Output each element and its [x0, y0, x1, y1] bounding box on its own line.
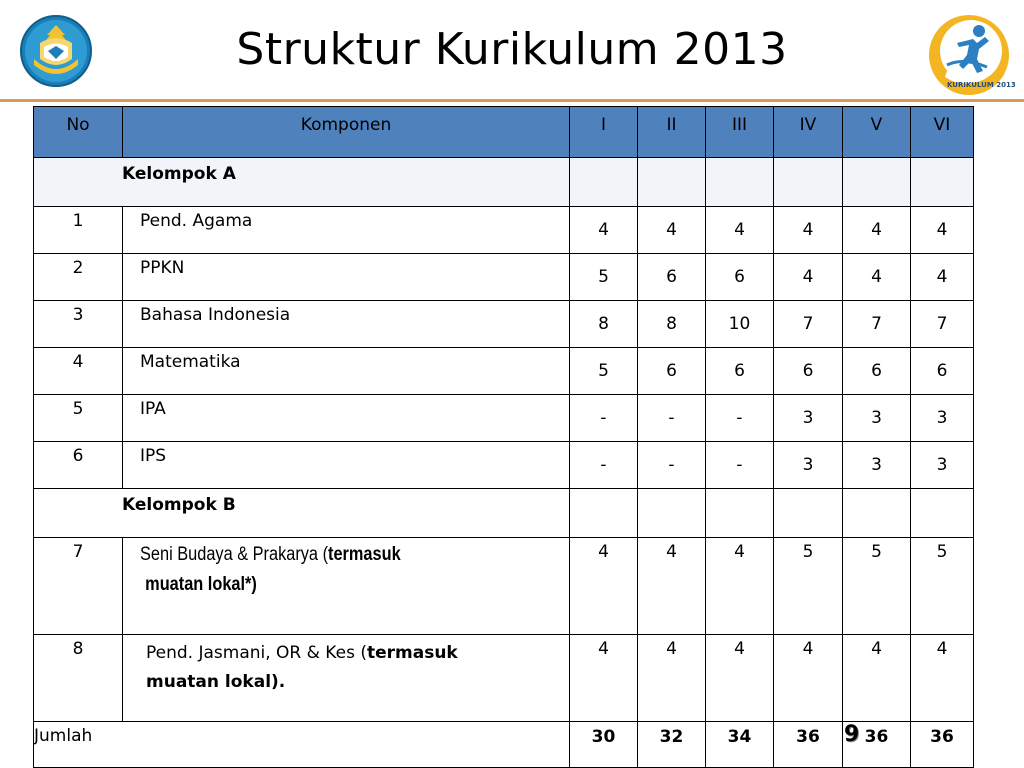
row-value: -: [706, 442, 774, 489]
curriculum-table: [33, 106, 974, 768]
row-value: 4: [706, 207, 774, 254]
row-value: 4: [774, 254, 843, 301]
row-name: IPA: [123, 395, 570, 442]
row-name: PPKN: [123, 254, 570, 301]
row-no: 6: [34, 442, 123, 489]
row-value: 7: [911, 301, 974, 348]
row-value: 6: [911, 348, 974, 395]
row-value: 5: [911, 538, 974, 635]
row-name-bold: termasuk: [328, 544, 401, 565]
header-grade: IV: [774, 107, 843, 158]
row-value: 5: [843, 538, 911, 635]
row-value: 3: [843, 442, 911, 489]
header-grade: I: [570, 107, 638, 158]
group-label: Kelompok A: [34, 158, 570, 207]
table-row: [34, 635, 974, 722]
row-no: 8: [34, 635, 123, 722]
row-no: 4: [34, 348, 123, 395]
group-row-b: [34, 489, 974, 538]
row-no: 5: [34, 395, 123, 442]
total-value: 36: [911, 722, 974, 768]
row-value: 3: [843, 395, 911, 442]
row-name-plain: Pend. Jasmani, OR & Kes (: [146, 643, 367, 663]
row-value: 4: [843, 254, 911, 301]
row-value: 7: [774, 301, 843, 348]
total-value: 34: [706, 722, 774, 768]
total-value: 36: [774, 722, 843, 768]
header-grade: II: [638, 107, 706, 158]
table-row: [34, 348, 974, 395]
row-value: -: [638, 395, 706, 442]
page-number: 9: [844, 722, 860, 747]
row-no: 3: [34, 301, 123, 348]
table-header-row: [34, 107, 974, 158]
table-row: [34, 395, 974, 442]
row-value: 8: [570, 301, 638, 348]
header-grade: V: [843, 107, 911, 158]
row-value: 3: [911, 395, 974, 442]
row-value: 4: [570, 635, 638, 722]
total-label: Jumlah: [34, 722, 570, 768]
header-grade: III: [706, 107, 774, 158]
total-value: 32: [638, 722, 706, 768]
row-value: 4: [638, 635, 706, 722]
group-row-a: [34, 158, 974, 207]
row-value: 4: [911, 207, 974, 254]
row-value: 4: [843, 207, 911, 254]
row-value: 6: [638, 348, 706, 395]
row-value: 4: [774, 635, 843, 722]
row-value: 4: [638, 538, 706, 635]
row-name: [123, 538, 570, 635]
row-value: 6: [774, 348, 843, 395]
header-no: No: [34, 107, 123, 158]
title-divider: [0, 99, 1024, 102]
row-value: 5: [570, 254, 638, 301]
row-value: 3: [774, 442, 843, 489]
group-label: Kelompok B: [34, 489, 570, 538]
row-value: 6: [706, 348, 774, 395]
row-value: 10: [706, 301, 774, 348]
kurikulum-2013-logo: [927, 13, 1016, 103]
row-no: 2: [34, 254, 123, 301]
row-name: Bahasa Indonesia: [123, 301, 570, 348]
table-row: [34, 538, 974, 635]
row-value: -: [570, 442, 638, 489]
row-name-plain: Seni Budaya & Prakarya (: [140, 544, 329, 565]
row-value: -: [570, 395, 638, 442]
row-name-bold-2: muatan lokal*): [145, 574, 257, 595]
table-row: [34, 254, 974, 301]
row-name: IPS: [123, 442, 570, 489]
row-no: 7: [34, 538, 123, 635]
total-value: 36: [843, 722, 911, 768]
row-value: 4: [570, 538, 638, 635]
row-value: 3: [911, 442, 974, 489]
row-value: 4: [911, 635, 974, 722]
row-name-bold: termasuk: [366, 643, 458, 663]
row-value: 4: [843, 635, 911, 722]
row-value: 8: [638, 301, 706, 348]
row-value: -: [638, 442, 706, 489]
row-value: 4: [706, 538, 774, 635]
header-komponen: Komponen: [123, 107, 570, 158]
row-name: Pend. Agama: [123, 207, 570, 254]
row-value: 5: [570, 348, 638, 395]
page-title: Struktur Kurikulum 2013: [236, 24, 788, 75]
row-value: 4: [911, 254, 974, 301]
row-value: 4: [638, 207, 706, 254]
row-value: 4: [774, 207, 843, 254]
header-grade: VI: [911, 107, 974, 158]
total-value: 30: [570, 722, 638, 768]
table-row: [34, 207, 974, 254]
row-value: 6: [638, 254, 706, 301]
row-value: 7: [843, 301, 911, 348]
table-row: [34, 301, 974, 348]
row-value: 6: [843, 348, 911, 395]
row-value: 3: [774, 395, 843, 442]
row-value: 5: [774, 538, 843, 635]
row-value: 4: [570, 207, 638, 254]
row-name-bold-2: muatan lokal).: [146, 672, 286, 692]
row-name: [123, 635, 570, 722]
row-value: 4: [706, 635, 774, 722]
tut-wuri-handayani-logo-icon: [18, 13, 94, 89]
row-value: -: [706, 395, 774, 442]
logo-right-text: KURIKULUM 2013: [947, 81, 1016, 89]
row-value: 6: [706, 254, 774, 301]
table-row: [34, 442, 974, 489]
row-no: 1: [34, 207, 123, 254]
row-name: Matematika: [123, 348, 570, 395]
total-row: [34, 722, 974, 768]
